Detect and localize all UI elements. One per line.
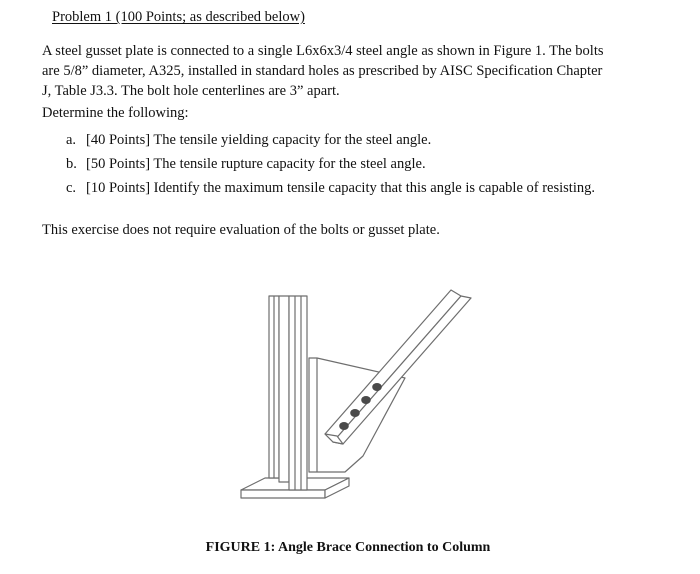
problem-heading: Problem 1 (100 Points; as described below) — [52, 9, 305, 25]
list-item — [66, 128, 595, 152]
list-item — [66, 176, 595, 200]
list-marker: a. — [66, 132, 77, 148]
list-item-text: [50 Points] The tensile rupture capacity for the steel angle. — [86, 156, 426, 172]
statement-line: J, Table J3.3. The bolt hole centerlines are 3” apart. — [42, 83, 340, 99]
exercise-note: This exercise does not require evaluation of the bolts or gusset plate. — [42, 222, 440, 238]
column-web — [279, 296, 289, 482]
column-front-flange — [289, 296, 307, 490]
determine-label: Determine the following: — [42, 105, 189, 121]
list-item — [66, 152, 595, 176]
list-item-text: [10 Points] Identify the maximum tensile capacity that this angle is capable of resisting. — [86, 180, 595, 196]
problem-statement — [42, 41, 657, 101]
task-list — [66, 128, 595, 200]
bolt — [350, 409, 360, 417]
bolt — [361, 396, 371, 404]
statement-line: A steel gusset plate is connected to a single L6x6x3/4 steel angle as shown in Figure 1. The bolts — [42, 43, 604, 59]
base-plate-front — [241, 490, 325, 498]
statement-line: are 5/8” diameter, A325, installed in standard holes as prescribed by AISC Specification Chapter — [42, 63, 603, 79]
bolt — [339, 422, 349, 430]
list-marker: c. — [66, 180, 77, 196]
figure-caption — [0, 540, 700, 556]
angle-brace-connection-figure — [225, 286, 485, 510]
list-marker: b. — [66, 156, 77, 172]
bolt — [372, 383, 382, 391]
figure-caption-text: FIGURE 1: Angle Brace Connection to Column — [205, 540, 491, 555]
list-item-text: [40 Points] The tensile yielding capacity for the steel angle. — [86, 132, 432, 148]
